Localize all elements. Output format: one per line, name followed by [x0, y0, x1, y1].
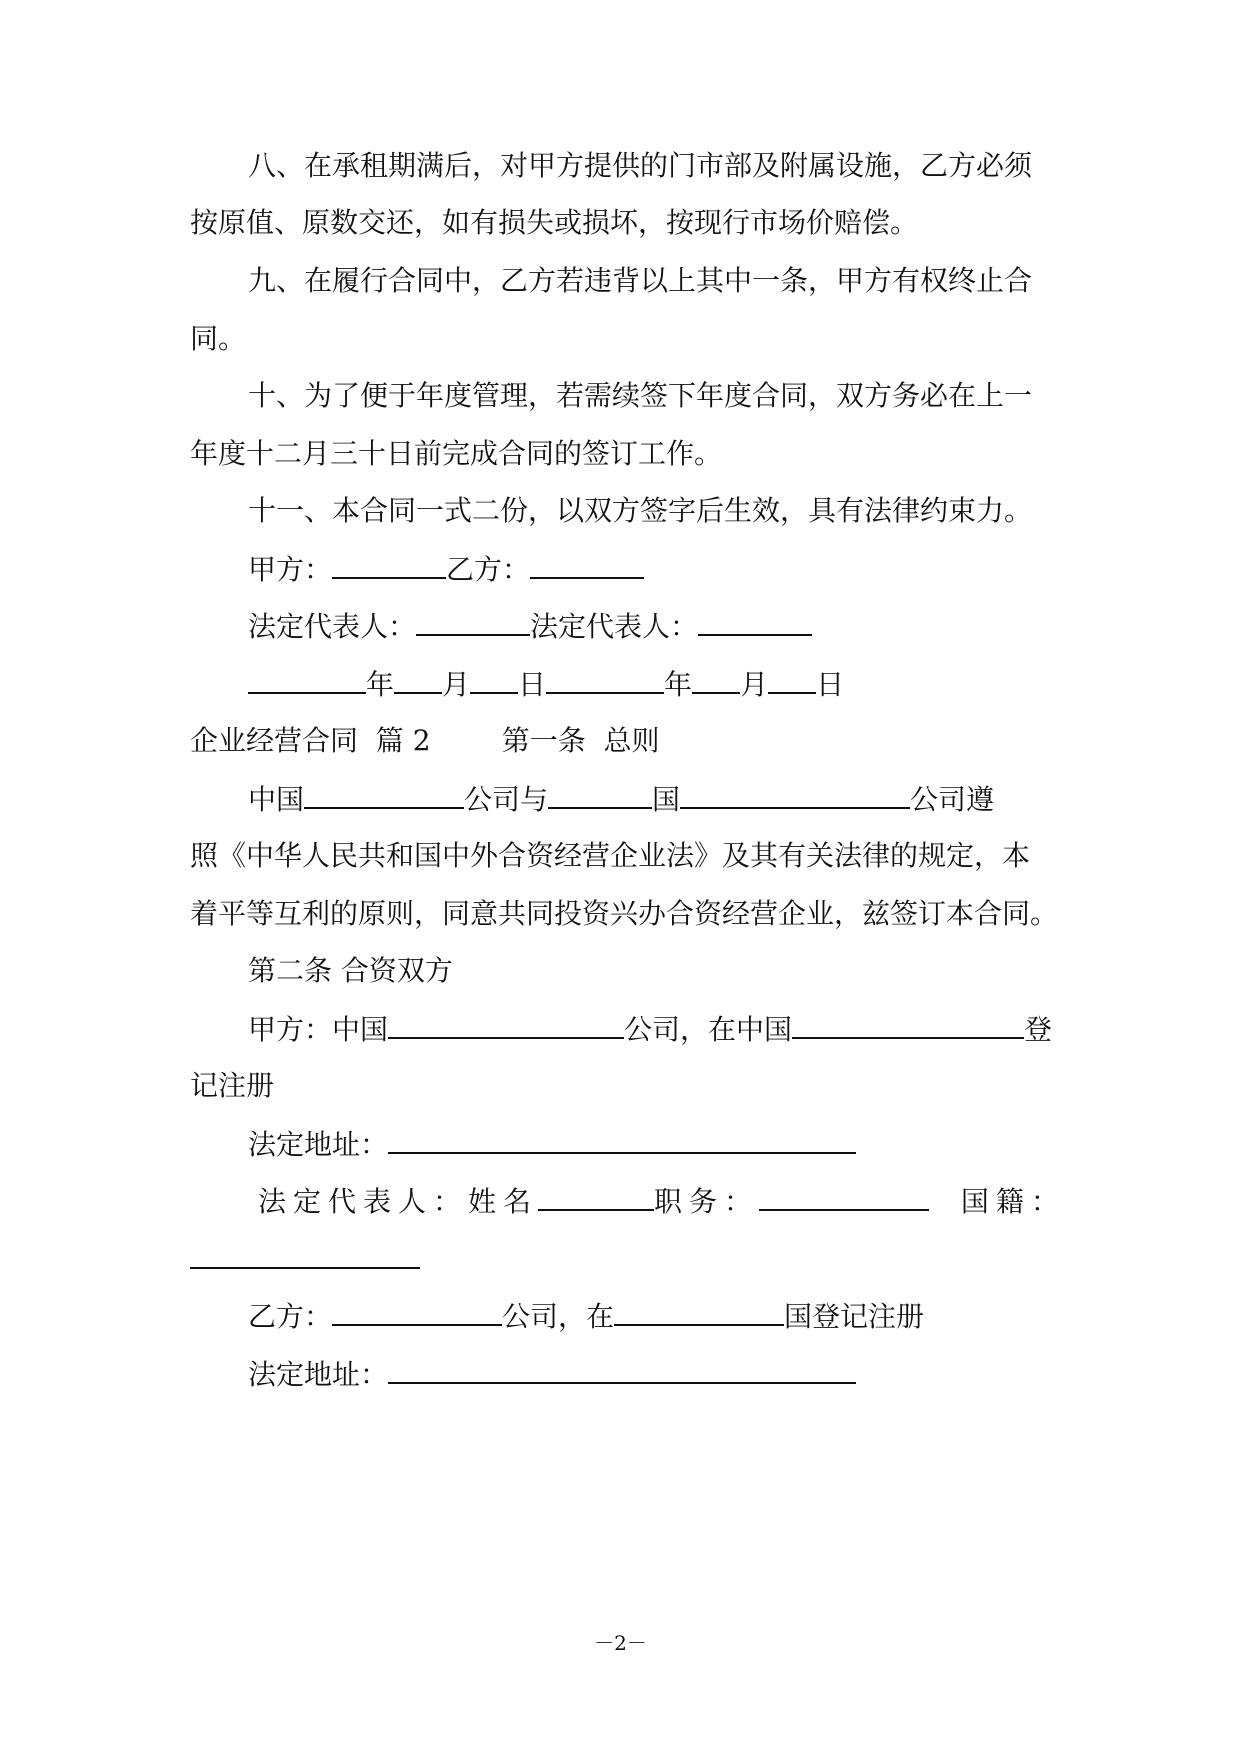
year-b-blank	[546, 664, 664, 694]
signature-reps-line	[248, 606, 812, 646]
clause-10-line-1: 十、为了便于年度管理，若需续签下年度合同，双方务必在上一	[248, 379, 1033, 412]
rep-a-blank	[416, 606, 530, 636]
duty-blank	[759, 1181, 929, 1211]
party-a-register-label: 登	[1024, 1013, 1053, 1046]
day-a-blank	[470, 664, 518, 694]
month-a-label: 月	[442, 668, 471, 701]
clause-8-line-2: 按原值、原数交还，如有损失或损坏，按现行市场价赔偿。	[190, 206, 919, 239]
month-b-blank	[692, 664, 740, 694]
rep-a-label: 法定代表人：	[248, 610, 417, 643]
party-b-country-blank	[614, 1296, 784, 1326]
address-blank	[388, 1124, 856, 1154]
company-b-blank	[680, 779, 910, 809]
nationality-blank	[190, 1239, 420, 1269]
party-a-location-blank	[792, 1009, 1024, 1039]
day-a-label: 日	[518, 668, 547, 701]
country-blank	[548, 779, 652, 809]
party-a-info-line-2: 记注册	[190, 1069, 275, 1102]
clause-9-line-2: 同。	[190, 322, 247, 355]
article-1-line-2: 照《中华人民共和国中外合资经营企业法》及其有关法律的规定，本	[190, 839, 1031, 872]
party-b-info-line	[248, 1296, 924, 1336]
month-a-blank	[394, 664, 442, 694]
address-label: 法定地址：	[248, 1128, 389, 1161]
year-b-label: 年	[664, 668, 693, 701]
signature-dates-line	[248, 664, 844, 704]
clause-10-line-2: 年度十二月三十日前完成合同的签订工作。	[190, 437, 723, 470]
party-a-blank	[332, 549, 446, 579]
party-b-label: 乙方：	[446, 553, 531, 586]
text-country: 国	[652, 783, 681, 816]
nationality-blank-line	[190, 1239, 420, 1279]
year-a-label: 年	[366, 668, 395, 701]
party-a-in-china-label: 公司，在中国	[624, 1013, 793, 1046]
party-b-company-blank	[332, 1296, 502, 1326]
duty-label: 职务：	[654, 1185, 760, 1218]
text-company-comply: 公司遵	[910, 783, 995, 816]
party-a-rep-line	[258, 1181, 1066, 1221]
party-a-company-blank	[388, 1009, 624, 1039]
rep-name-blank	[538, 1181, 654, 1211]
party-b-register-label: 国登记注册	[784, 1300, 925, 1333]
party-b-address-line	[248, 1354, 856, 1394]
party-a-address-line	[248, 1124, 856, 1164]
nationality-label: 国籍：	[960, 1185, 1066, 1218]
clause-9-line-1: 九、在履行合同中，乙方若违背以上其中一条，甲方有权终止合	[248, 264, 1033, 297]
article-1-line-3: 着平等互利的原则，同意共同投资兴办合资经营企业，兹签订本合同。	[190, 897, 1059, 930]
article-1-line-1	[248, 779, 994, 819]
section-title: 企业经营合同 篇 2 第一条 总则	[190, 724, 660, 757]
party-a-label: 甲方：	[248, 553, 333, 586]
page-number: －2－	[594, 1631, 647, 1655]
signature-parties-line	[248, 549, 644, 589]
party-b-in-label: 公司，在	[502, 1300, 615, 1333]
rep-name-label: 法定代表人：姓名	[258, 1185, 539, 1218]
address-label-2: 法定地址：	[248, 1358, 389, 1391]
rep-b-blank	[698, 606, 812, 636]
day-b-label: 日	[816, 668, 845, 701]
article-2-title: 第二条 合资双方	[248, 954, 453, 987]
text-china: 中国	[248, 783, 305, 816]
day-b-blank	[768, 664, 816, 694]
company-a-blank	[304, 779, 464, 809]
address-blank-2	[388, 1354, 856, 1384]
year-a-blank	[248, 664, 366, 694]
party-b-label-2: 乙方：	[248, 1300, 333, 1333]
clause-8-line-1: 八、在承租期满后，对甲方提供的门市部及附属设施，乙方必须	[248, 149, 1033, 182]
clause-11-line: 十一、本合同一式二份，以双方签字后生效，具有法律约束力。	[248, 494, 1033, 527]
party-a-china-label: 甲方：中国	[248, 1013, 389, 1046]
party-b-blank	[530, 549, 644, 579]
rep-b-label: 法定代表人：	[530, 610, 699, 643]
month-b-label: 月	[740, 668, 769, 701]
party-a-info-line-1	[248, 1009, 1052, 1049]
text-company-and: 公司与	[464, 783, 549, 816]
